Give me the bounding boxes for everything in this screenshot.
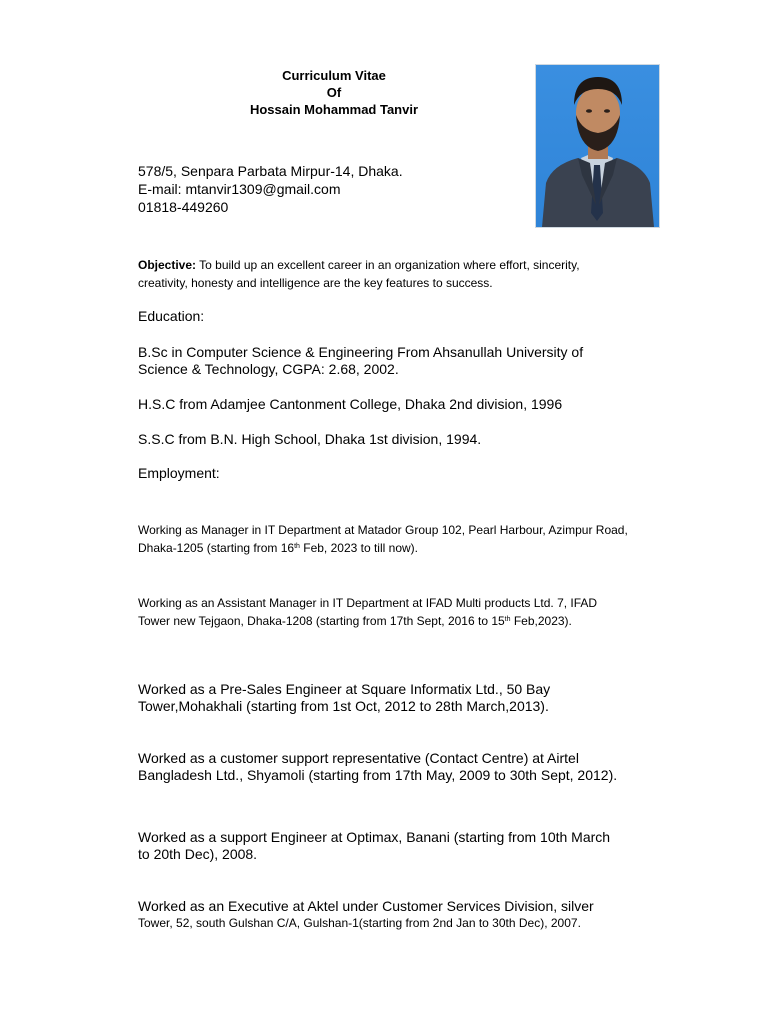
education-item-bsc: B.Sc in Computer Science & Engineering From Ahsanullah University of Science & Technology, CGPA: 2.68, 2002. — [138, 344, 584, 377]
job1-superscript: th — [294, 543, 300, 550]
job6-line1: Worked as an Executive at Aktel under Customer Services Division, silver — [138, 898, 594, 914]
email-text: E-mail: mtanvir1309@gmail.com — [138, 181, 341, 197]
job5-line2: to 20th Dec), 2008. — [138, 846, 258, 862]
address-text: 578/5, Senpara Parbata Mirpur-14, Dhaka. — [138, 163, 403, 179]
objective-label: Objective: — [138, 258, 197, 272]
job5-line1: Worked as a support Engineer at Optimax, Banani (starting from 10th March — [138, 829, 611, 845]
education-heading: Education: — [138, 308, 205, 324]
education-item-ssc: S.S.C from B.N. High School, Dhaka 1st division, 1994. — [138, 431, 482, 447]
objective-paragraph — [138, 256, 608, 292]
cv-of: Of — [326, 85, 342, 100]
job1-text-a: Working as Manager in IT Department at Matador Group 102, Pearl Harbour, Azimpur Road, Dhaka-1205 (starting from 16 — [138, 523, 628, 555]
job2-text-a: Working as an Assistant Manager in IT Department at IFAD Multi products Ltd. 7, IFAD Tower new Tejgaon, Dhaka-1208 (starting from 17th Sept, 2016 to 15 — [138, 596, 598, 628]
job1-text-b: Feb, 2023 to till now). — [299, 541, 418, 555]
employment-item-square: Worked as a Pre-Sales Engineer at Square Informatix Ltd., 50 Bay Tower,Mohakhali (starting from 1st Oct, 2012 to 28th March,2013). — [138, 681, 551, 714]
employment-item-optimax — [138, 829, 610, 863]
job6-line2: Tower, 52, south Gulshan C/A, Gulshan-1(starting from 2nd Jan to 30th Dec), 2007. — [138, 916, 581, 930]
employment-item-ifad — [138, 594, 628, 630]
job2-superscript: th — [504, 616, 511, 623]
contact-block — [138, 162, 403, 216]
phone-text: 01818-449260 — [138, 199, 229, 215]
employment-heading: Employment: — [138, 465, 220, 481]
cv-title: Curriculum Vitae — [282, 68, 386, 83]
cv-header — [200, 67, 468, 118]
portrait-illustration — [536, 65, 659, 227]
cv-name: Hossain Mohammad Tanvir — [249, 102, 419, 117]
profile-photo — [536, 65, 659, 227]
objective-text: To build up an excellent career in an organization where effort, sincerity, creativity, honesty and intelligence are the key features to success. — [138, 258, 580, 290]
education-item-hsc: H.S.C from Adamjee Cantonment College, Dhaka 2nd division, 1996 — [138, 396, 563, 412]
employment-item-aktel — [138, 898, 594, 931]
employment-item-airtel: Worked as a customer support representative (Contact Centre) at Airtel Bangladesh Ltd., Shyamoli (starting from 17th May, 2009 to 30th Sept, 2012). — [138, 750, 618, 783]
job2-text-b: Feb,2023). — [510, 614, 572, 628]
employment-item-matador — [138, 521, 628, 557]
